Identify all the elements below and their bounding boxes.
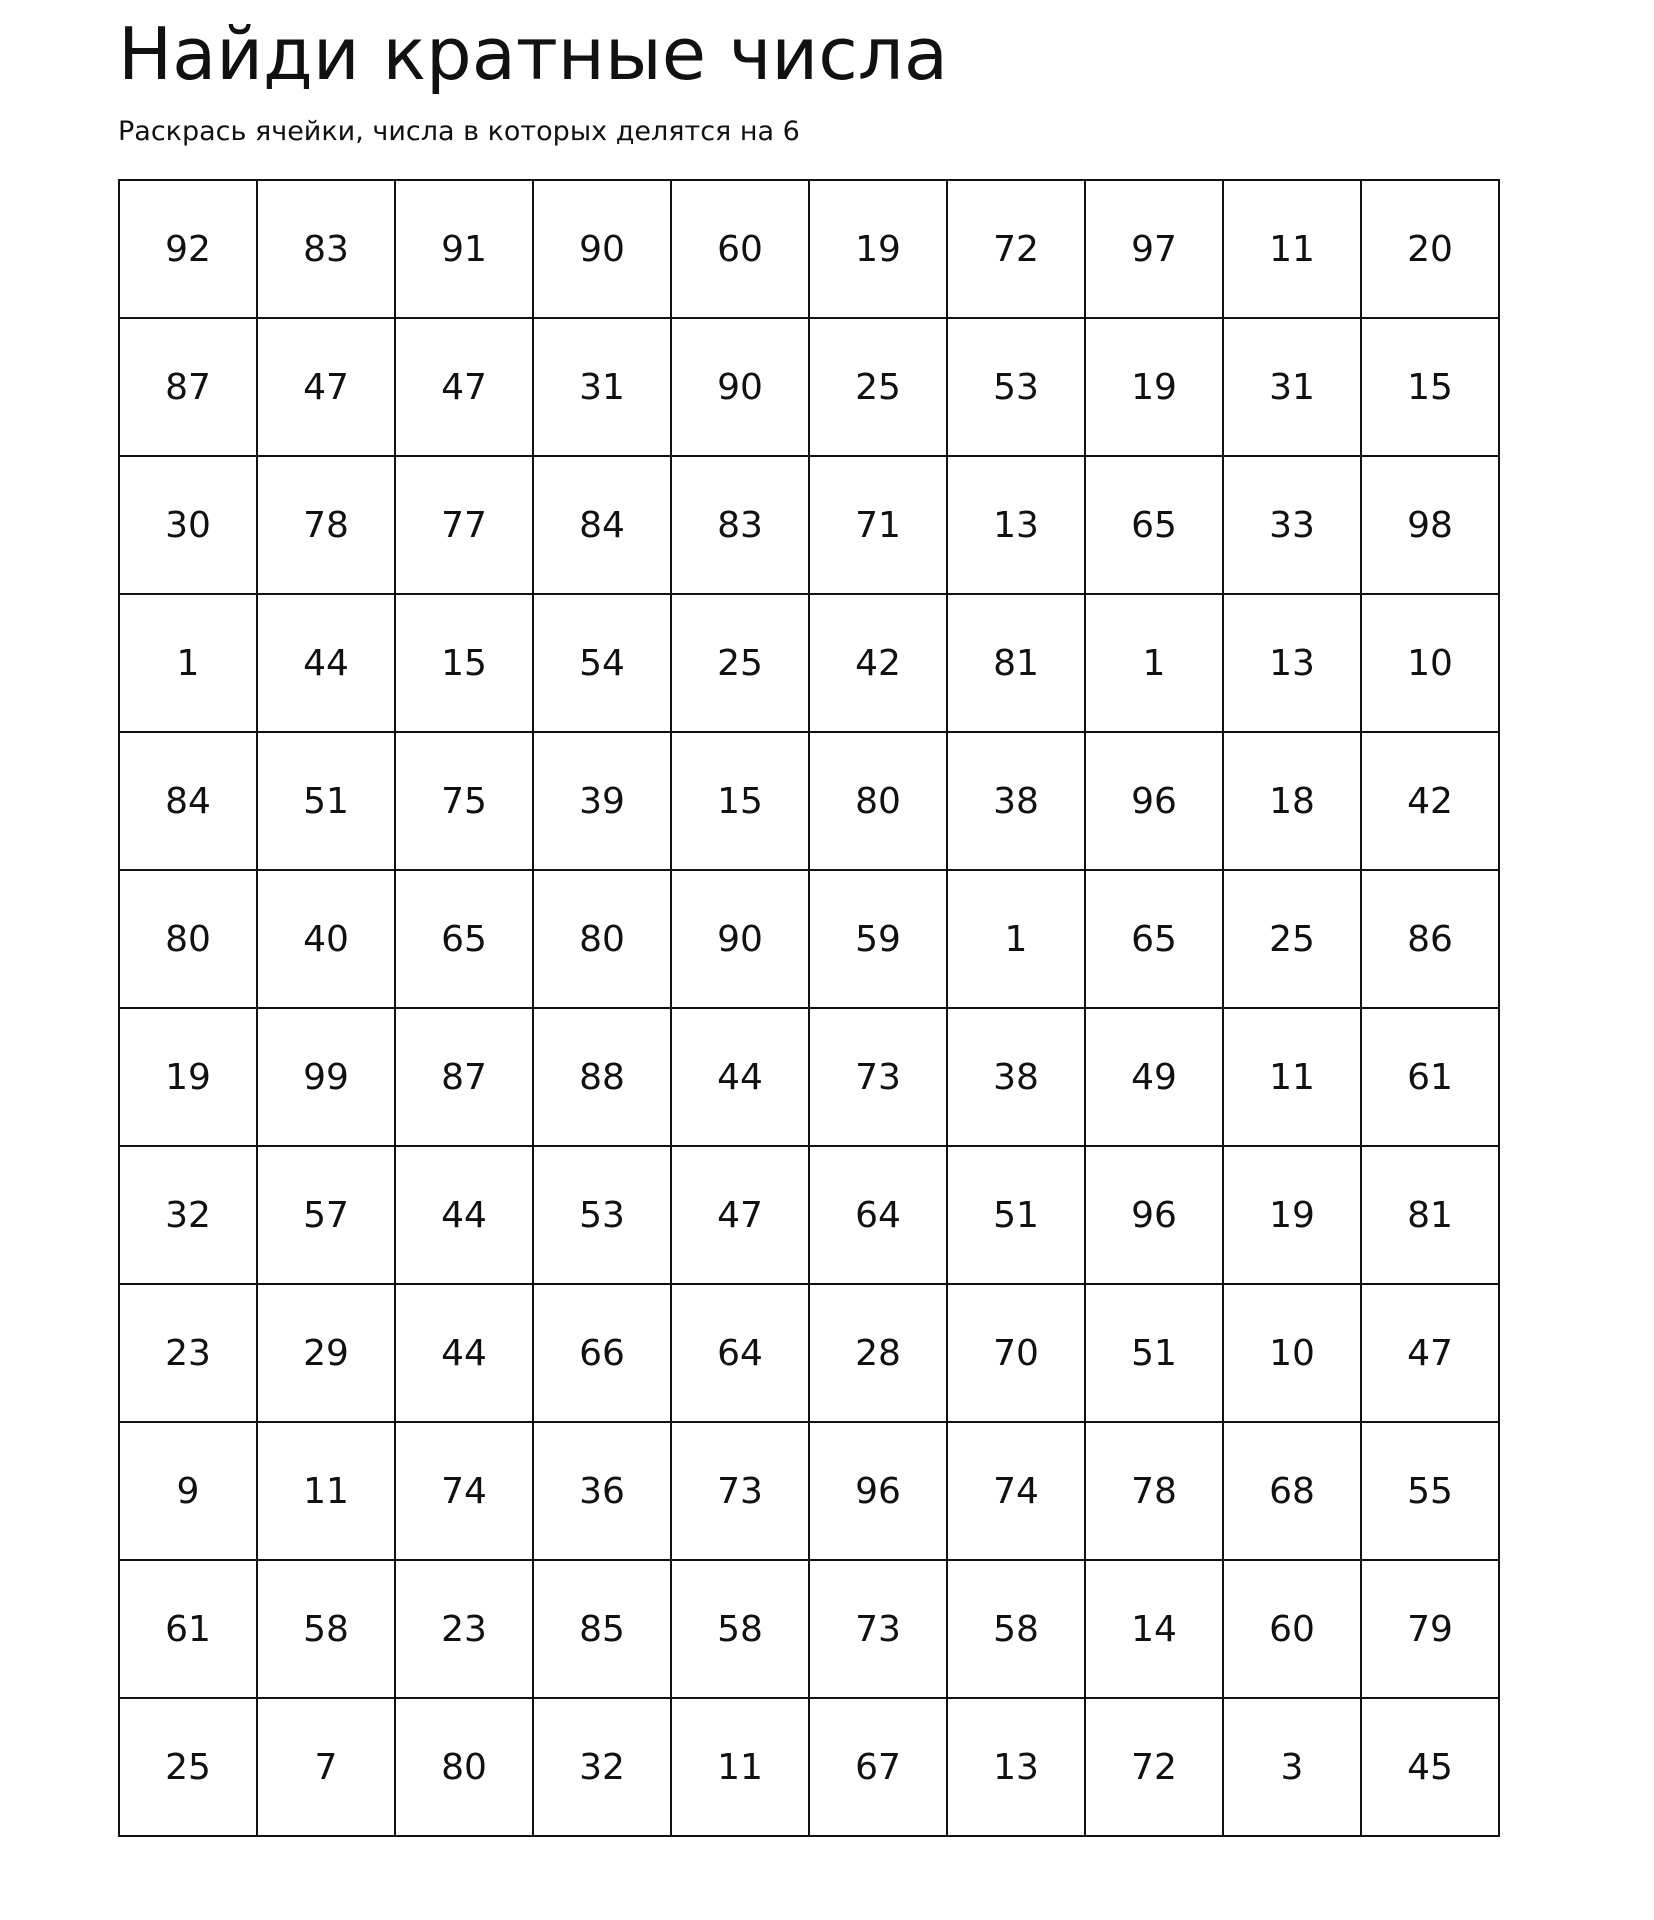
grid-cell[interactable]: 49 <box>1085 1008 1223 1146</box>
grid-cell[interactable]: 53 <box>947 318 1085 456</box>
grid-cell[interactable]: 40 <box>257 870 395 1008</box>
grid-cell[interactable]: 55 <box>1361 1422 1499 1560</box>
grid-cell[interactable]: 85 <box>533 1560 671 1698</box>
grid-cell[interactable]: 87 <box>395 1008 533 1146</box>
grid-cell[interactable]: 25 <box>809 318 947 456</box>
grid-cell[interactable]: 84 <box>119 732 257 870</box>
grid-cell[interactable]: 32 <box>119 1146 257 1284</box>
grid-cell[interactable]: 10 <box>1223 1284 1361 1422</box>
grid-cell[interactable]: 44 <box>395 1146 533 1284</box>
grid-cell[interactable]: 7 <box>257 1698 395 1836</box>
grid-row <box>119 1284 1499 1422</box>
page-title: Найди кратные числа <box>118 12 948 96</box>
grid-cell[interactable]: 31 <box>533 318 671 456</box>
grid-cell[interactable]: 65 <box>1085 456 1223 594</box>
grid-cell[interactable]: 36 <box>533 1422 671 1560</box>
grid-cell[interactable]: 70 <box>947 1284 1085 1422</box>
grid-cell[interactable]: 44 <box>257 594 395 732</box>
grid-cell[interactable]: 42 <box>809 594 947 732</box>
grid-cell[interactable]: 30 <box>119 456 257 594</box>
grid-cell[interactable]: 72 <box>1085 1698 1223 1836</box>
grid-cell[interactable]: 19 <box>119 1008 257 1146</box>
grid-cell[interactable]: 80 <box>533 870 671 1008</box>
grid-cell[interactable]: 3 <box>1223 1698 1361 1836</box>
grid-cell[interactable]: 18 <box>1223 732 1361 870</box>
grid-cell[interactable]: 25 <box>671 594 809 732</box>
grid-cell[interactable]: 61 <box>119 1560 257 1698</box>
grid-cell[interactable]: 61 <box>1361 1008 1499 1146</box>
grid-row <box>119 1698 1499 1836</box>
grid-cell[interactable]: 86 <box>1361 870 1499 1008</box>
grid-cell[interactable]: 78 <box>257 456 395 594</box>
grid-cell[interactable]: 58 <box>947 1560 1085 1698</box>
grid-cell[interactable]: 96 <box>809 1422 947 1560</box>
number-grid-body <box>119 180 1499 1836</box>
grid-cell[interactable]: 11 <box>257 1422 395 1560</box>
grid-cell[interactable]: 58 <box>257 1560 395 1698</box>
grid-cell[interactable]: 25 <box>1223 870 1361 1008</box>
grid-cell[interactable]: 20 <box>1361 180 1499 318</box>
grid-cell[interactable]: 29 <box>257 1284 395 1422</box>
grid-cell[interactable]: 15 <box>395 594 533 732</box>
grid-cell[interactable]: 91 <box>395 180 533 318</box>
grid-cell[interactable]: 90 <box>671 318 809 456</box>
grid-cell[interactable]: 64 <box>809 1146 947 1284</box>
grid-row <box>119 594 1499 732</box>
grid-cell[interactable]: 97 <box>1085 180 1223 318</box>
grid-cell[interactable]: 72 <box>947 180 1085 318</box>
grid-row <box>119 1422 1499 1560</box>
grid-cell[interactable]: 42 <box>1361 732 1499 870</box>
grid-cell[interactable]: 47 <box>395 318 533 456</box>
grid-cell[interactable]: 51 <box>1085 1284 1223 1422</box>
grid-cell[interactable]: 47 <box>1361 1284 1499 1422</box>
grid-cell[interactable]: 81 <box>947 594 1085 732</box>
grid-cell[interactable]: 64 <box>671 1284 809 1422</box>
grid-cell[interactable]: 60 <box>671 180 809 318</box>
grid-cell[interactable]: 59 <box>809 870 947 1008</box>
grid-cell[interactable]: 90 <box>533 180 671 318</box>
grid-row <box>119 456 1499 594</box>
grid-cell[interactable]: 57 <box>257 1146 395 1284</box>
grid-cell[interactable]: 96 <box>1085 1146 1223 1284</box>
grid-cell[interactable]: 39 <box>533 732 671 870</box>
grid-cell[interactable]: 23 <box>395 1560 533 1698</box>
grid-cell[interactable]: 96 <box>1085 732 1223 870</box>
grid-cell[interactable]: 45 <box>1361 1698 1499 1836</box>
grid-cell[interactable]: 10 <box>1361 594 1499 732</box>
grid-cell[interactable]: 9 <box>119 1422 257 1560</box>
grid-cell[interactable]: 15 <box>1361 318 1499 456</box>
grid-cell[interactable]: 73 <box>809 1560 947 1698</box>
grid-cell[interactable]: 67 <box>809 1698 947 1836</box>
grid-cell[interactable]: 19 <box>809 180 947 318</box>
grid-row <box>119 1560 1499 1698</box>
grid-cell[interactable]: 73 <box>809 1008 947 1146</box>
grid-row <box>119 180 1499 318</box>
grid-cell[interactable]: 13 <box>947 1698 1085 1836</box>
grid-cell[interactable]: 13 <box>1223 594 1361 732</box>
grid-cell[interactable]: 28 <box>809 1284 947 1422</box>
grid-cell[interactable]: 13 <box>947 456 1085 594</box>
grid-cell[interactable]: 80 <box>809 732 947 870</box>
grid-cell[interactable]: 1 <box>1085 594 1223 732</box>
grid-cell[interactable]: 23 <box>119 1284 257 1422</box>
grid-cell[interactable]: 77 <box>395 456 533 594</box>
grid-cell[interactable]: 80 <box>395 1698 533 1836</box>
grid-cell[interactable]: 83 <box>671 456 809 594</box>
grid-cell[interactable]: 51 <box>257 732 395 870</box>
grid-cell[interactable]: 44 <box>671 1008 809 1146</box>
grid-cell[interactable]: 90 <box>671 870 809 1008</box>
grid-cell[interactable]: 11 <box>1223 1008 1361 1146</box>
grid-cell[interactable]: 74 <box>395 1422 533 1560</box>
grid-cell[interactable]: 31 <box>1223 318 1361 456</box>
grid-cell[interactable]: 68 <box>1223 1422 1361 1560</box>
grid-cell[interactable]: 81 <box>1361 1146 1499 1284</box>
grid-cell[interactable]: 38 <box>947 732 1085 870</box>
grid-cell[interactable]: 32 <box>533 1698 671 1836</box>
grid-cell[interactable]: 80 <box>119 870 257 1008</box>
grid-cell[interactable]: 84 <box>533 456 671 594</box>
grid-cell[interactable]: 73 <box>671 1422 809 1560</box>
grid-cell[interactable]: 33 <box>1223 456 1361 594</box>
grid-cell[interactable]: 25 <box>119 1698 257 1836</box>
grid-cell[interactable]: 11 <box>1223 180 1361 318</box>
grid-cell[interactable]: 51 <box>947 1146 1085 1284</box>
grid-row <box>119 318 1499 456</box>
grid-cell[interactable]: 1 <box>119 594 257 732</box>
grid-cell[interactable]: 60 <box>1223 1560 1361 1698</box>
grid-cell[interactable]: 19 <box>1085 318 1223 456</box>
grid-cell[interactable]: 38 <box>947 1008 1085 1146</box>
grid-cell[interactable]: 54 <box>533 594 671 732</box>
grid-cell[interactable]: 78 <box>1085 1422 1223 1560</box>
grid-cell[interactable]: 83 <box>257 180 395 318</box>
grid-cell[interactable]: 74 <box>947 1422 1085 1560</box>
grid-cell[interactable]: 53 <box>533 1146 671 1284</box>
instruction-text: Раскрась ячейки, числа в которых делятся на 6 <box>118 116 800 147</box>
grid-cell[interactable]: 11 <box>671 1698 809 1836</box>
grid-cell[interactable]: 71 <box>809 456 947 594</box>
grid-cell[interactable]: 79 <box>1361 1560 1499 1698</box>
grid-cell[interactable]: 1 <box>947 870 1085 1008</box>
grid-row <box>119 870 1499 1008</box>
grid-cell[interactable]: 47 <box>671 1146 809 1284</box>
grid-row <box>119 732 1499 870</box>
grid-cell[interactable]: 99 <box>257 1008 395 1146</box>
grid-cell[interactable]: 87 <box>119 318 257 456</box>
grid-row <box>119 1008 1499 1146</box>
grid-cell[interactable]: 47 <box>257 318 395 456</box>
grid-cell[interactable]: 14 <box>1085 1560 1223 1698</box>
grid-cell[interactable]: 98 <box>1361 456 1499 594</box>
grid-cell[interactable]: 66 <box>533 1284 671 1422</box>
grid-cell[interactable]: 19 <box>1223 1146 1361 1284</box>
grid-cell[interactable]: 15 <box>671 732 809 870</box>
grid-cell[interactable]: 58 <box>671 1560 809 1698</box>
number-grid <box>118 179 1500 1837</box>
grid-row <box>119 1146 1499 1284</box>
grid-cell[interactable]: 65 <box>1085 870 1223 1008</box>
grid-cell[interactable]: 92 <box>119 180 257 318</box>
grid-cell[interactable]: 44 <box>395 1284 533 1422</box>
grid-cell[interactable]: 88 <box>533 1008 671 1146</box>
grid-cell[interactable]: 75 <box>395 732 533 870</box>
grid-cell[interactable]: 65 <box>395 870 533 1008</box>
